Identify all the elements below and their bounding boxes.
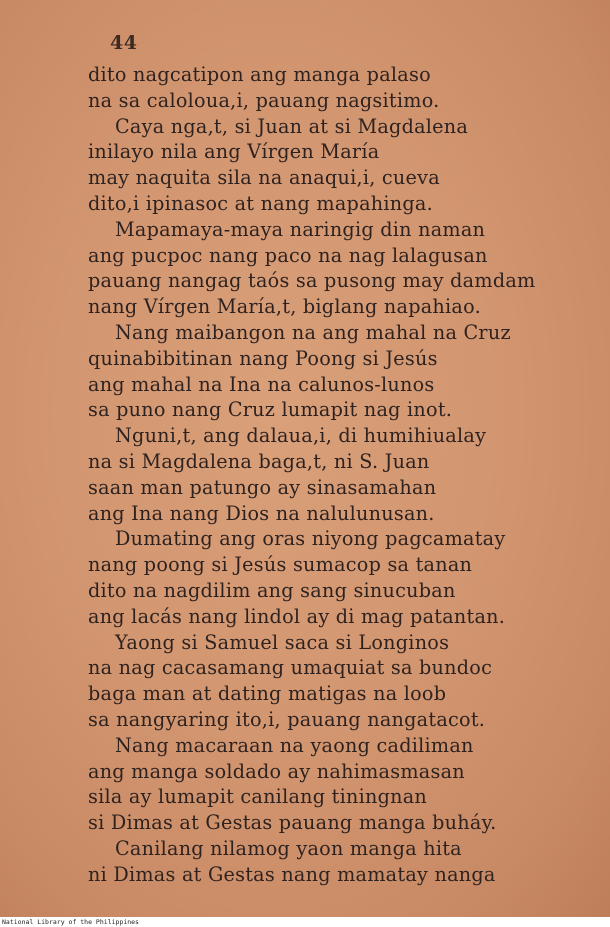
text-line: Canilang nilamog yaon manga hita <box>115 836 462 860</box>
text-line: pauang nangag taós sa pusong may damdam <box>88 269 536 293</box>
text-line: Dumating ang oras niyong pagcamatay <box>115 527 506 551</box>
text-line: Nguni,t, ang dalaua,i, di humihiualay <box>115 424 487 448</box>
text-line: ang mahal na Ina na calunos-lunos <box>88 372 435 396</box>
text-line: may naquita sila na anaqui,i, cueva <box>88 166 440 190</box>
text-line: sa puno nang Cruz lumapit nag inot. <box>88 398 453 422</box>
text-line: dito nagcatipon ang manga palaso <box>88 63 431 86</box>
text-line: inilayo nila ang Vírgen María <box>88 140 380 164</box>
page-number: 44 <box>110 32 138 54</box>
text-line: Mapamaya-maya naringig din naman <box>115 217 486 241</box>
text-line: na sa caloloua,i, pauang nagsitimo. <box>88 88 440 112</box>
text-line: ni Dimas at Gestas nang mamatay nanga <box>88 862 496 886</box>
text-line: Caya nga,t, si Juan at si Magdalena <box>115 114 469 138</box>
text-line: quinabibitinan nang Poong si Jesús <box>88 346 438 370</box>
text-line: nang poong si Jesús sumacop sa tanan <box>88 553 473 577</box>
text-line: na si Magdalena baga,t, ni S. Juan <box>88 449 430 473</box>
text-line: si Dimas at Gestas pauang manga buháy. <box>88 811 497 835</box>
text-line: na nag cacasamang umaquiat sa bundoc <box>88 656 493 680</box>
text-line: saan man patungo ay sinasamahan <box>88 475 437 499</box>
text-line: Nang maibangon na ang mahal na Cruz <box>115 320 511 344</box>
text-line: nang Vírgen María,t, biglang napahiao. <box>88 295 481 319</box>
poem-text-block <box>88 62 558 888</box>
text-line: ang pucpoc nang paco na nag lalagusan <box>88 243 488 267</box>
text-line: ang lacás nang lindol ay di mag patantan. <box>88 604 506 628</box>
text-line: sa nangyaring ito,i, pauang nangatacot. <box>88 707 486 731</box>
text-line: Yaong si Samuel saca si Longinos <box>115 630 450 654</box>
text-line: dito na nagdilim ang sang sinucuban <box>88 578 456 602</box>
text-line: ang manga soldado ay nahimasmasan <box>88 759 465 783</box>
text-line: ang Ina nang Dios na nalulunusan. <box>88 501 435 525</box>
library-credit: National Library of the Philippines <box>0 917 610 927</box>
text-line: Nang macaraan na yaong cadiliman <box>115 733 474 757</box>
text-line: sila ay lumapit canilang tiningnan <box>88 785 428 809</box>
text-line: dito,i ipinasoc at nang mapahinga. <box>88 191 433 215</box>
text-line: baga man at dating matigas na loob <box>88 682 447 706</box>
